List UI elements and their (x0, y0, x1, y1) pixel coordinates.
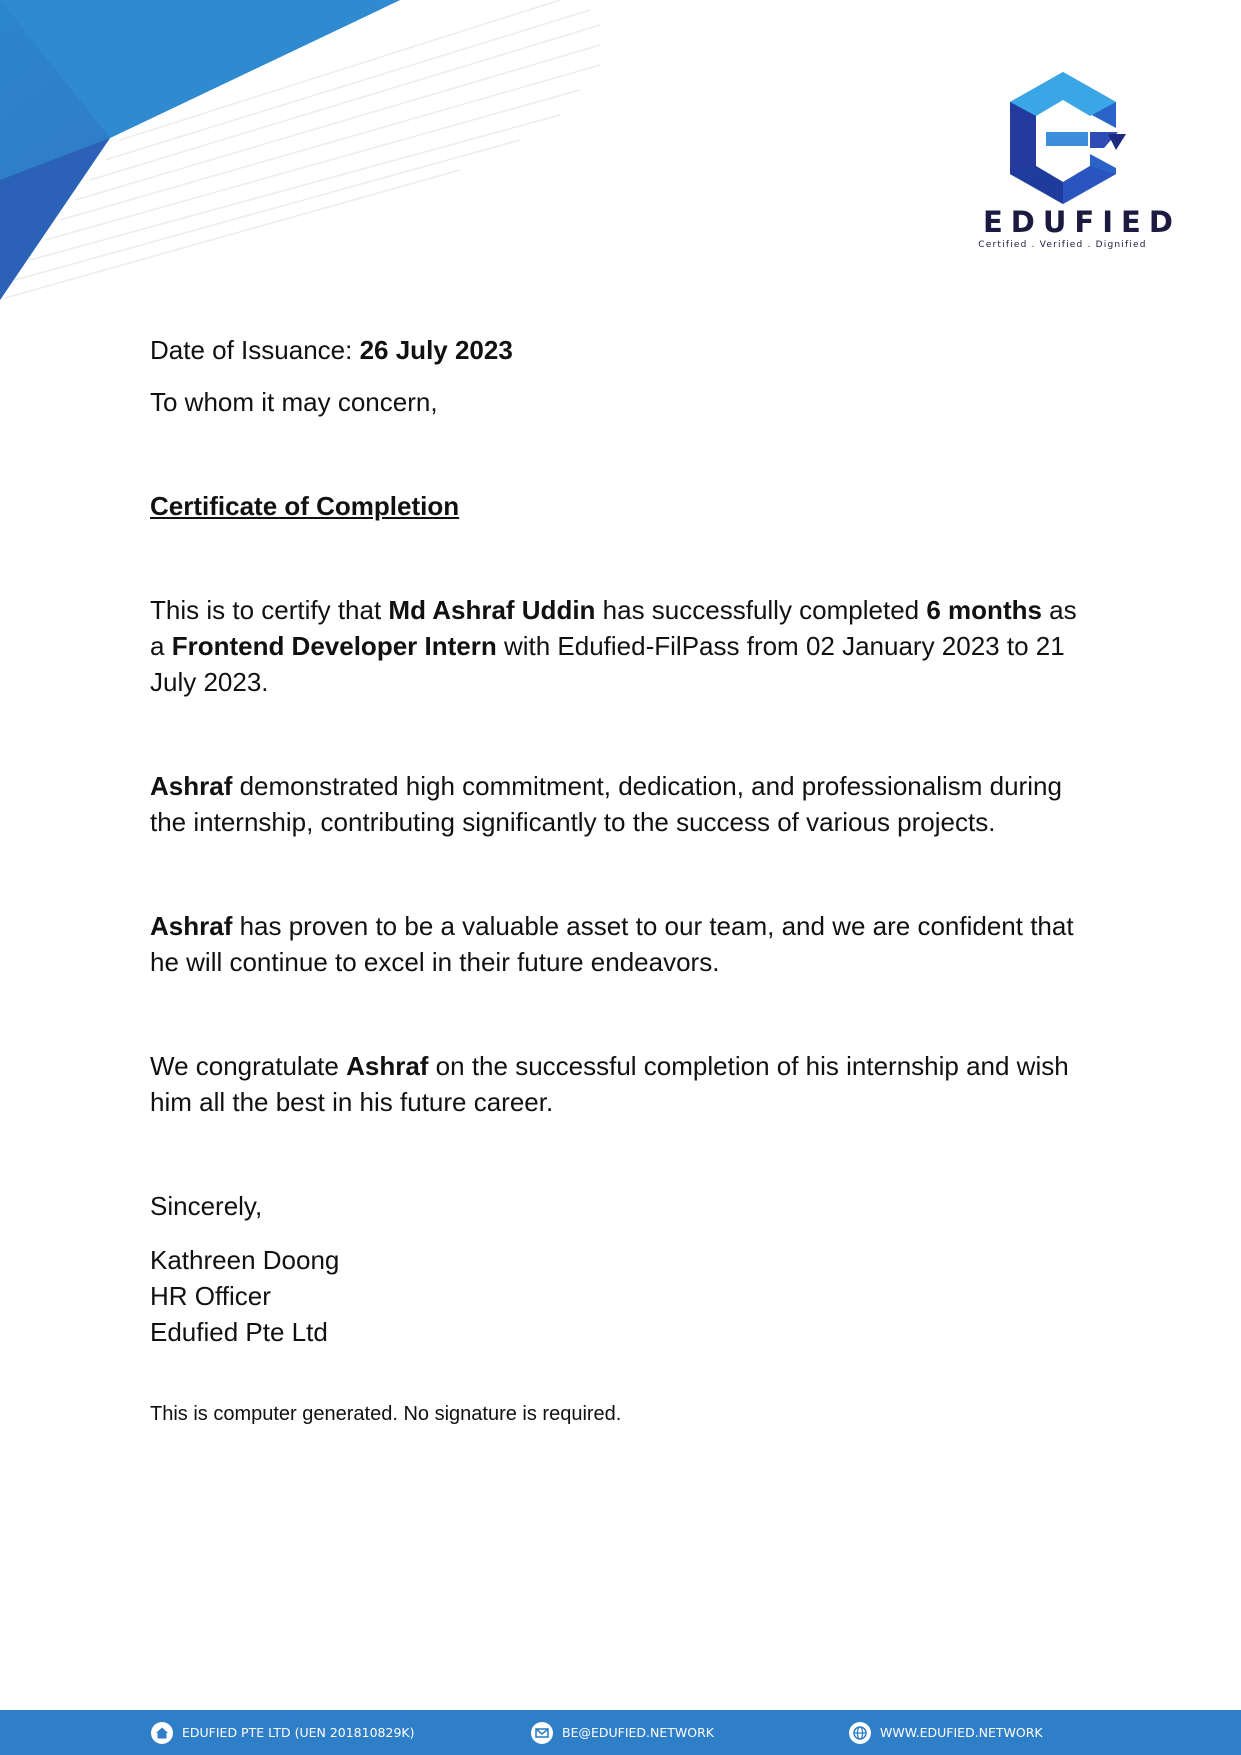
para4-name: Ashraf (346, 1051, 429, 1081)
para3-text: has proven to be a valuable asset to our team, and we are confident that he will continue to excel in their future endeavors. (150, 911, 1074, 977)
salutation: To whom it may concern, (150, 387, 438, 417)
internship-duration: 6 months (926, 595, 1042, 625)
issuance-date (150, 332, 1095, 368)
para4-text-1: We congratulate (150, 1051, 347, 1081)
footer-website[interactable] (848, 1710, 1043, 1755)
letter-body (150, 332, 1095, 1428)
para1-text-2: has successfully completed (595, 595, 927, 625)
para1-text-4: with Edufied-FilPass from 02 January 2023 to 21 July 2023. (150, 631, 1065, 697)
para3-name: Ashraf (150, 911, 233, 941)
para1-text-1: This is to certify that (150, 595, 389, 625)
intern-name: Md Ashraf Uddin (388, 595, 596, 625)
asset-paragraph (150, 908, 1095, 980)
footer-company-text: EDUFIED PTE LTD (UEN 201810829K) (182, 1725, 415, 1740)
footer-email[interactable] (530, 1710, 714, 1755)
para4-text-2: on the successful completion of his internship and wish him all the best in his future career. (150, 1051, 1069, 1117)
globe-icon (848, 1721, 872, 1745)
logo-tagline: Certified . Verified . Dignified (978, 240, 1147, 250)
para2-name: Ashraf (150, 771, 233, 801)
footer-bar (0, 1710, 1241, 1755)
edufied-cube-logo-icon (998, 70, 1128, 205)
signer-title: HR Officer (150, 1281, 271, 1311)
intern-role: Frontend Developer Intern (171, 631, 497, 661)
para1-text-3: as a (150, 595, 1077, 661)
congratulation-paragraph (150, 1048, 1095, 1120)
corner-decoration (0, 0, 620, 310)
footer-company (150, 1710, 414, 1755)
mail-icon (530, 1721, 554, 1745)
signer-company: Edufied Pte Ltd (150, 1317, 328, 1347)
date-label: Date of Issuance: (150, 335, 353, 365)
footer-website-text[interactable]: WWW.EDUFIED.NETWORK (880, 1725, 1043, 1740)
home-icon (150, 1721, 174, 1745)
certificate-heading: Certificate of Completion (150, 491, 460, 521)
date-value: 26 July 2023 (359, 335, 513, 365)
computer-generated-note: This is computer generated. No signature is required. (150, 1403, 622, 1425)
signer-name: Kathreen Doong (150, 1245, 340, 1275)
footer-email-text[interactable]: BE@EDUFIED.NETWORK (562, 1725, 714, 1740)
commitment-paragraph (150, 768, 1095, 840)
para2-text: demonstrated high commitment, dedication, and professionalism during the internship, contributing significantly to the success of various projects. (150, 771, 1062, 837)
company-logo (975, 70, 1181, 250)
logo-wordmark: EDUFIED (983, 205, 1181, 239)
certification-paragraph (150, 592, 1095, 700)
closing: Sincerely, (150, 1191, 263, 1221)
